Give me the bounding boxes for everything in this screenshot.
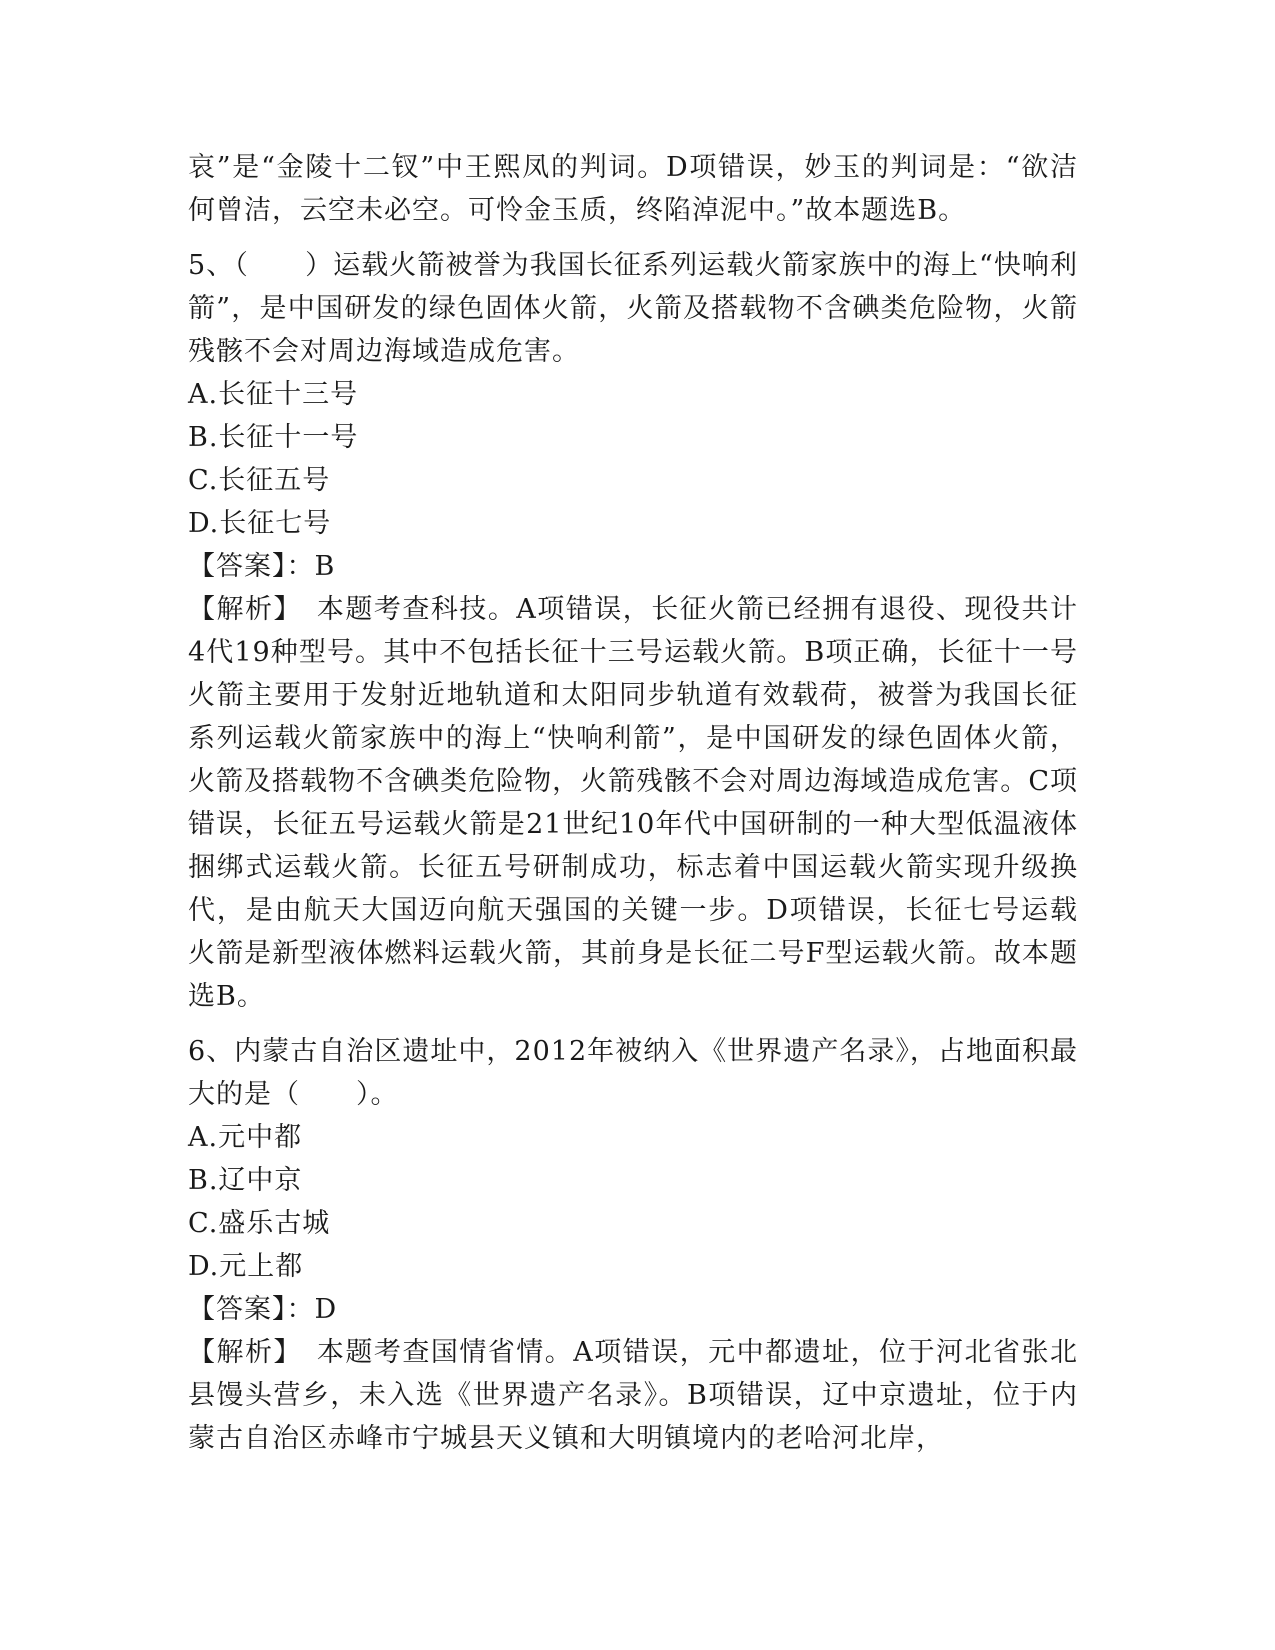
document-page bbox=[188, 146, 1078, 1460]
question-6-option-a: A.元中都 bbox=[188, 1122, 303, 1153]
spacer bbox=[188, 232, 1078, 244]
question-6-option-c: C.盛乐古城 bbox=[188, 1208, 331, 1239]
spacer bbox=[188, 1018, 1078, 1030]
question-6 bbox=[188, 1030, 1078, 1460]
question-5-explanation: 【解析】 本题考查科技。A项错误，长征火箭已经拥有退役、现役共计4代19种型号。其中不包括长征十三号运载火箭。B项正确，长征十一号火箭主要用于发射近地轨道和太阳同步轨道有效载荷，被誉为我国长征系列运载火箭家族中的海上“快响利箭”，是中国研发的绿色固体火箭，火箭及搭载物不含碘类危险物，火箭残骸不会对周边海域造成危害。C项错误，长征五号运载火箭是21世纪10年代中国研制的一种大型低温液体捆绑式运载火箭。长征五号研制成功，标志着中国运载火箭实现升级换代，是由航天大国迈向航天强国的关键一步。D项错误，长征七号运载火箭是新型液体燃料运载火箭，其前身是长征二号F型运载火箭。故本题选B。 bbox=[188, 594, 1078, 1012]
question-5-option-c: C.长征五号 bbox=[188, 465, 331, 496]
question-5-option-b: B.长征十一号 bbox=[188, 422, 359, 453]
question-5-answer: 【答案】：B bbox=[188, 551, 336, 582]
question-5-stem: 5、（ ）运载火箭被誉为我国长征系列运载火箭家族中的海上“快响利箭”，是中国研发的绿色固体火箭，火箭及搭载物不含碘类危险物，火箭残骸不会对周边海域造成危害。 bbox=[188, 250, 1078, 367]
question-6-option-b: B.辽中京 bbox=[188, 1165, 303, 1196]
question-5-option-a: A.长征十三号 bbox=[188, 379, 359, 410]
question-6-stem: 6、内蒙古自治区遗址中，2012年被纳入《世界遗产名录》，占地面积最大的是（ ）。 bbox=[188, 1036, 1078, 1110]
question-6-explanation: 【解析】 本题考查国情省情。A项错误，元中都遗址，位于河北省张北县馒头营乡，未入选《世界遗产名录》。B项错误，辽中京遗址，位于内蒙古自治区赤峰市宁城县天义镇和大明镇境内的老哈河北岸， bbox=[188, 1337, 1078, 1454]
previous-explanation-tail: 哀”是“金陵十二钗”中王熙凤的判词。D项错误，妙玉的判词是：“欲洁何曾洁，云空未必空。可怜金玉质，终陷淖泥中。”故本题选B。 bbox=[188, 152, 1078, 226]
question-6-answer: 【答案】：D bbox=[188, 1294, 338, 1325]
question-5-option-d: D.长征七号 bbox=[188, 508, 332, 539]
question-5 bbox=[188, 244, 1078, 1018]
question-6-option-d: D.元上都 bbox=[188, 1251, 304, 1282]
